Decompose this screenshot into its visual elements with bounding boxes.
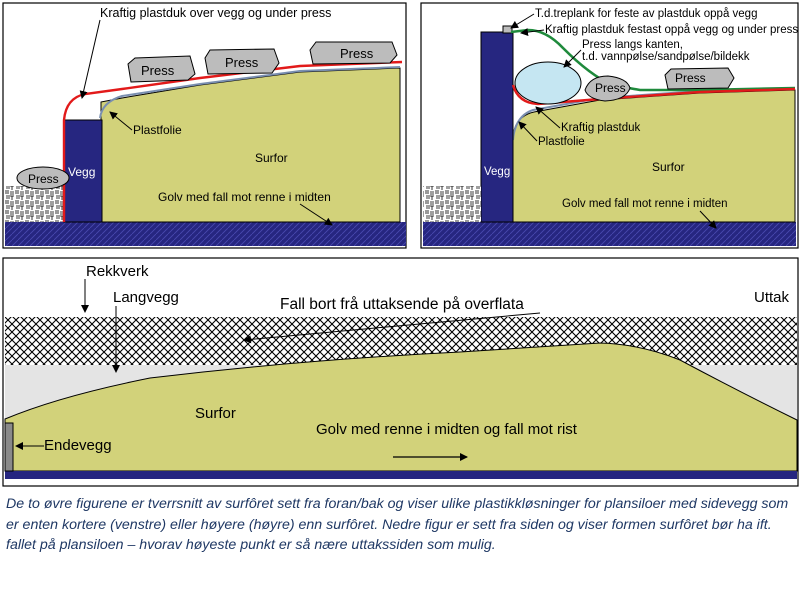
side-view: [3, 258, 798, 486]
long-wall-label: Langvegg: [113, 289, 179, 306]
bottom-floor-label: Golv med renne i midten og fall mot rist: [316, 421, 577, 438]
left-foil-label: Plastfolie: [133, 123, 182, 137]
left-floor: [5, 222, 406, 246]
right-ground: [423, 186, 481, 222]
left-cross-section: [3, 3, 406, 248]
outtake-label: Uttak: [754, 289, 790, 306]
right-silage-label: Surfor: [652, 160, 685, 174]
left-press-ground-label: Press: [28, 172, 59, 186]
right-edge-press-line1: Press langs kanten,: [582, 39, 684, 51]
left-press-1-label: Press: [141, 63, 175, 78]
right-plank-label: T.d.treplank for feste av plastduk oppå vegg: [535, 8, 758, 20]
left-ground: [5, 186, 64, 222]
right-floor-label: Golv med fall mot renne i midten: [562, 198, 728, 210]
right-edge-press-line2: t.d. vannpølse/sandpølse/bildekk: [582, 51, 750, 63]
right-strong-cover-label: Kraftig plastduk: [561, 122, 641, 134]
left-floor-label: Golv med fall mot renne i midten: [158, 190, 331, 204]
right-wood-plank: [503, 26, 512, 33]
left-wall-label: Vegg: [68, 165, 96, 179]
right-press-1-label: Press: [595, 81, 626, 95]
right-wall-label: Vegg: [484, 166, 511, 178]
end-wall: [5, 423, 13, 471]
bottom-floor: [5, 471, 797, 479]
right-press-2-label: Press: [675, 71, 706, 85]
railing-label: Rekkverk: [86, 263, 149, 280]
right-fixed-label: Kraftig plastduk festast oppå vegg og under press: [545, 24, 799, 36]
right-foil-label: Plastfolie: [538, 136, 585, 148]
end-wall-label: Endevegg: [44, 437, 112, 454]
left-silage-label: Surfor: [255, 151, 288, 165]
slope-label: Fall bort frå uttaksende på overflata: [280, 296, 524, 313]
right-wall: [481, 32, 513, 222]
right-water-tube: [515, 62, 581, 104]
left-press-2-label: Press: [225, 55, 259, 70]
left-press-3-label: Press: [340, 46, 374, 61]
figure-caption: De to øvre figurene er tverrsnitt av surfôret sett fra foran/bak og viser ulike plastikkløsninger for plansiloer med sidevegg som er enten kortere (venstre) eller høyere (høyre) enn surfôret. Nedre figur er sett fra siden og viser formen surfôret bør ha ift. fallet på plansiloen – hvorav høyeste punkt er så nære uttakssiden som mulig.: [6, 496, 789, 553]
right-cross-section: [421, 3, 798, 248]
left-callout-top: Kraftig plastduk over vegg og under press: [100, 6, 332, 20]
right-floor: [423, 222, 796, 246]
bottom-silage-label: Surfor: [195, 405, 236, 422]
